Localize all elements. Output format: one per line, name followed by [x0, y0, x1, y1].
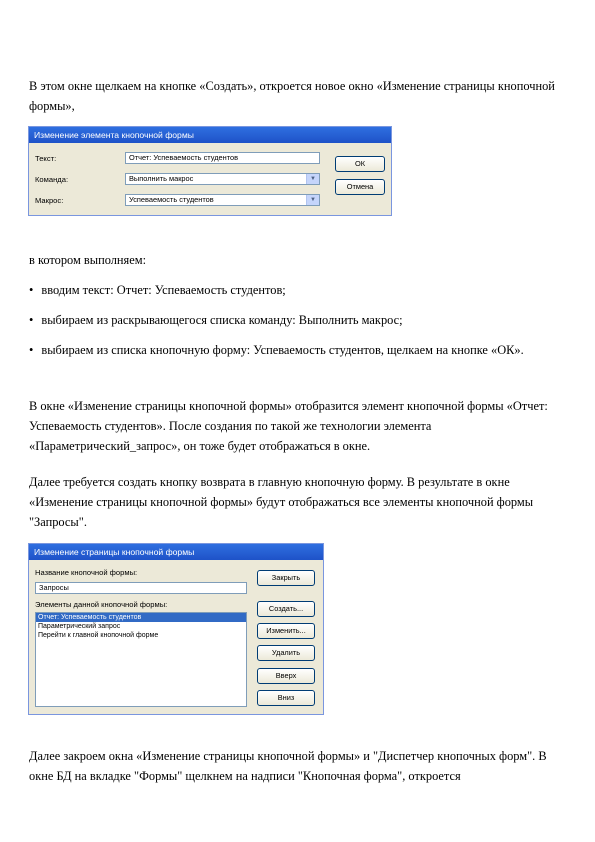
text-label: Текст: — [35, 154, 57, 163]
move-up-button[interactable]: Вверх — [257, 668, 315, 684]
edit-page-dialog-title: Изменение страницы кнопочной формы — [29, 544, 323, 560]
paragraph-intro: В этом окне щелкаем на кнопке «Создать», откроется новое окно «Изменение страницы кнопочной формы», — [29, 79, 555, 113]
delete-button[interactable]: Удалить — [257, 645, 315, 661]
close-button[interactable]: Закрыть — [257, 570, 315, 586]
chevron-down-icon[interactable]: ▼ — [306, 195, 319, 205]
ok-button[interactable]: ОК — [335, 156, 385, 172]
command-label: Команда: — [35, 175, 69, 184]
macro-combo[interactable] — [125, 194, 320, 206]
command-value: Выполнить макрос — [129, 174, 194, 183]
items-list[interactable] — [35, 612, 247, 707]
edit-page-dialog — [28, 543, 324, 715]
list-item[interactable]: Перейти к главной кнопочной форме — [38, 632, 159, 639]
move-down-button[interactable]: Вниз — [257, 690, 315, 706]
bullet-item-3: • выбираем из списка кнопочную форму: Успеваемость студентов, щелкаем на кнопке «ОК». — [29, 340, 569, 360]
items-label: Элементы данной кнопочной формы: — [35, 600, 168, 609]
text-input[interactable]: Отчет: Успеваемость студентов — [125, 152, 320, 164]
macro-value: Успеваемость студентов — [129, 195, 214, 204]
edit-item-dialog — [28, 126, 392, 216]
macro-label: Макрос: — [35, 196, 64, 205]
paragraph-final: Далее закроем окна «Изменение страницы кнопочной формы» и "Диспетчер кнопочных форм". В окне БД на вкладке "Формы" щелкнем на надписи "Кнопочная форма", откроется — [29, 749, 547, 783]
list-item[interactable]: Отчет: Успеваемость студентов — [36, 613, 246, 622]
paragraph-result: В окне «Изменение страницы кнопочной формы» отобразится элемент кнопочной формы «Отчет: Успеваемость студентов». После создания по такой же технологии элемента «Параметрический_запрос», он тоже будет отображаться в окне. — [29, 399, 548, 453]
bullet-item-2: • выбираем из раскрывающегося списка команду: Выполнить макрос; — [29, 310, 569, 330]
create-button[interactable]: Создать... — [257, 601, 315, 617]
paragraph-return: Далее требуется создать кнопку возврата в главную кнопочную форму. В результате в окне «Изменение страницы кнопочной формы» будут отображаться все элементы кнопочной формы "Запросы". — [29, 475, 534, 529]
paragraph-steps: в котором выполняем: — [29, 253, 147, 267]
edit-item-dialog-title: Изменение элемента кнопочной формы — [29, 127, 391, 143]
list-item[interactable]: Параметрический запрос — [38, 623, 121, 630]
name-label: Название кнопочной формы: — [35, 568, 138, 577]
command-combo[interactable] — [125, 173, 320, 185]
edit-button[interactable]: Изменить... — [257, 623, 315, 639]
name-input[interactable]: Запросы — [35, 582, 247, 594]
bullet-item-1: • вводим текст: Отчет: Успеваемость студентов; — [29, 280, 569, 300]
chevron-down-icon[interactable]: ▼ — [306, 174, 319, 184]
cancel-button[interactable]: Отмена — [335, 179, 385, 195]
